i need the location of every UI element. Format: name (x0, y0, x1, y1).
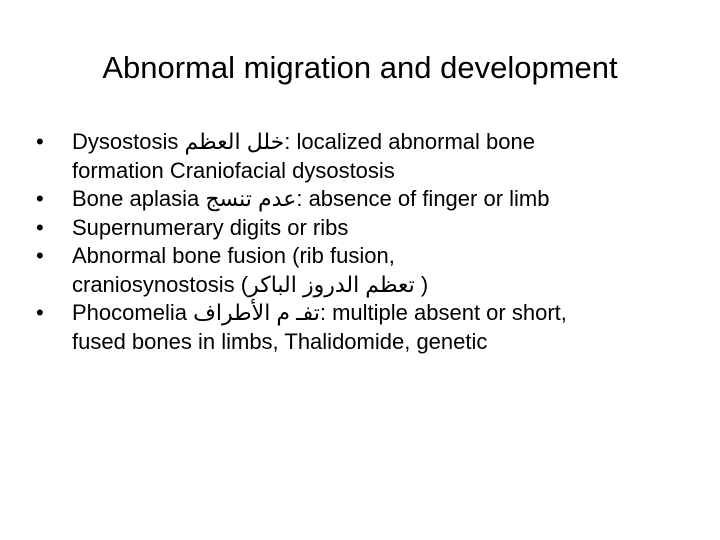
bullet-text: : localized abnormal bone (284, 129, 535, 154)
bullet-text: Supernumerary digits or ribs (72, 214, 349, 240)
bullet-dot: • (36, 214, 44, 240)
bullet-list (36, 128, 696, 356)
bullet-term: Bone aplasia (72, 186, 200, 211)
arabic-term: خلل العظم (184, 129, 285, 154)
bullet-line (72, 128, 696, 157)
bullet-line (72, 299, 696, 328)
bullet-dot: • (36, 129, 44, 154)
bullet-supernumerary (36, 214, 696, 243)
bullet-phocomelia (36, 299, 696, 356)
bullet-bone-fusion (36, 242, 696, 299)
bullet-text: Abnormal bone fusion (rib fusion, (72, 243, 395, 268)
bullet-dot: • (36, 300, 44, 325)
bullet-continuation (72, 271, 696, 300)
bullet-continuation: formation Craniofacial dysostosis (72, 157, 395, 183)
bullet-line (72, 185, 696, 214)
bullet-bone-aplasia (36, 185, 696, 214)
arabic-term: عدم تنسج (205, 186, 297, 211)
arabic-term: تعظم الدروز الباكر (248, 271, 415, 297)
bullet-continuation: fused bones in limbs, Thalidomide, genetic (72, 328, 488, 354)
slide-title: Abnormal migration and development (102, 50, 618, 85)
bullet-dysostosis (36, 128, 696, 185)
bullet-text: ) (414, 271, 429, 297)
bullet-term: Phocomelia (72, 300, 187, 325)
bullet-text: : absence of finger or limb (296, 186, 550, 211)
bullet-text: : multiple absent or short, (319, 300, 567, 325)
bullet-dot: • (36, 186, 44, 211)
bullet-term: Dysostosis (72, 129, 179, 154)
bullet-text: craniosynostosis ( (72, 271, 249, 297)
bullet-dot: • (36, 243, 44, 268)
arabic-term: تفـ م الأطراف (193, 300, 320, 325)
